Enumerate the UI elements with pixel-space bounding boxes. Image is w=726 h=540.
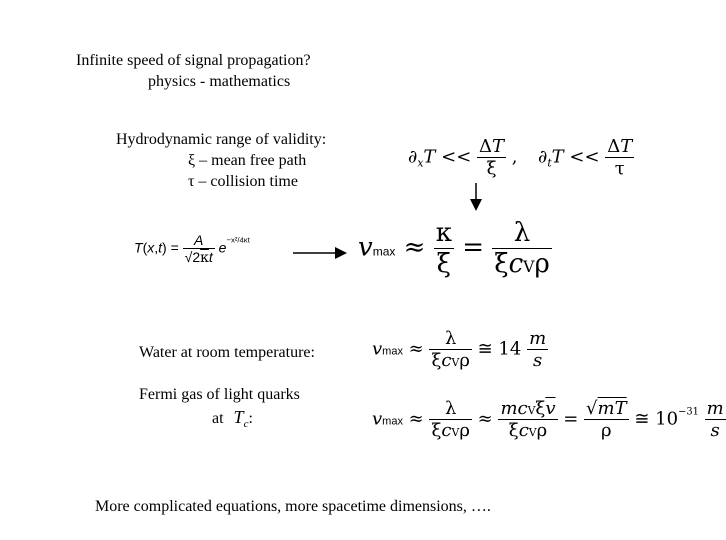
- heat-kernel-equation: T(x,t) = $\frac{A}{√2\kappa t}$ $e^{-x^2/4\kappa t}$: [134, 232, 250, 266]
- critical-temperature-subscript: c: [243, 418, 249, 430]
- vmax-quarks-equation: vmax ≈ $\frac{\lambda}{\text{ξcVρ}}$ ≈ $\frac{mcV\xi\overline{v}}{\text{ξcVρ}}$ = $\frac{√mT}{\rho}$ ≅ $10^{-31}$ $\frac{m}{s}$: [372, 398, 724, 441]
- gradient-condition-t-equation: $\partial_tT$ << $\frac{\Delta T}{\tau}$: [538, 136, 633, 179]
- validity-item-mean-free-path: ξ – mean free path: [188, 152, 307, 169]
- title-line-2: physics - mathematics: [148, 73, 291, 90]
- gradient-condition-x-equation: $\partial_xT$ << $\frac{\Delta T}{\xi}$ ,: [408, 136, 518, 179]
- fermi-gas-colon: :: [248, 410, 253, 427]
- fermi-gas-at-text: at: [212, 410, 224, 427]
- validity-item-collision-time: τ – collision time: [188, 173, 298, 190]
- title-line-1: Infinite speed of signal propagation?: [76, 52, 311, 69]
- water-label: Water at room temperature:: [139, 344, 315, 361]
- footer-text: More complicated equations, more spacetime dimensions, ….: [95, 498, 491, 515]
- fermi-gas-label-line-1: Fermi gas of light quarks: [139, 386, 300, 403]
- vmax-relation-equation: vmax ≈ $\frac{\kappa}{\xi}$ = $\frac{\lambda}{\text{ξcVρ}}$: [358, 218, 550, 279]
- critical-temperature-symbol: T: [233, 407, 244, 427]
- validity-heading: Hydrodynamic range of validity:: [116, 131, 327, 148]
- vmax-water-equation: vmax ≈ $\frac{\lambda}{\text{ξcVρ}}$ ≅ 14 $\frac{m}{s}$: [372, 328, 547, 371]
